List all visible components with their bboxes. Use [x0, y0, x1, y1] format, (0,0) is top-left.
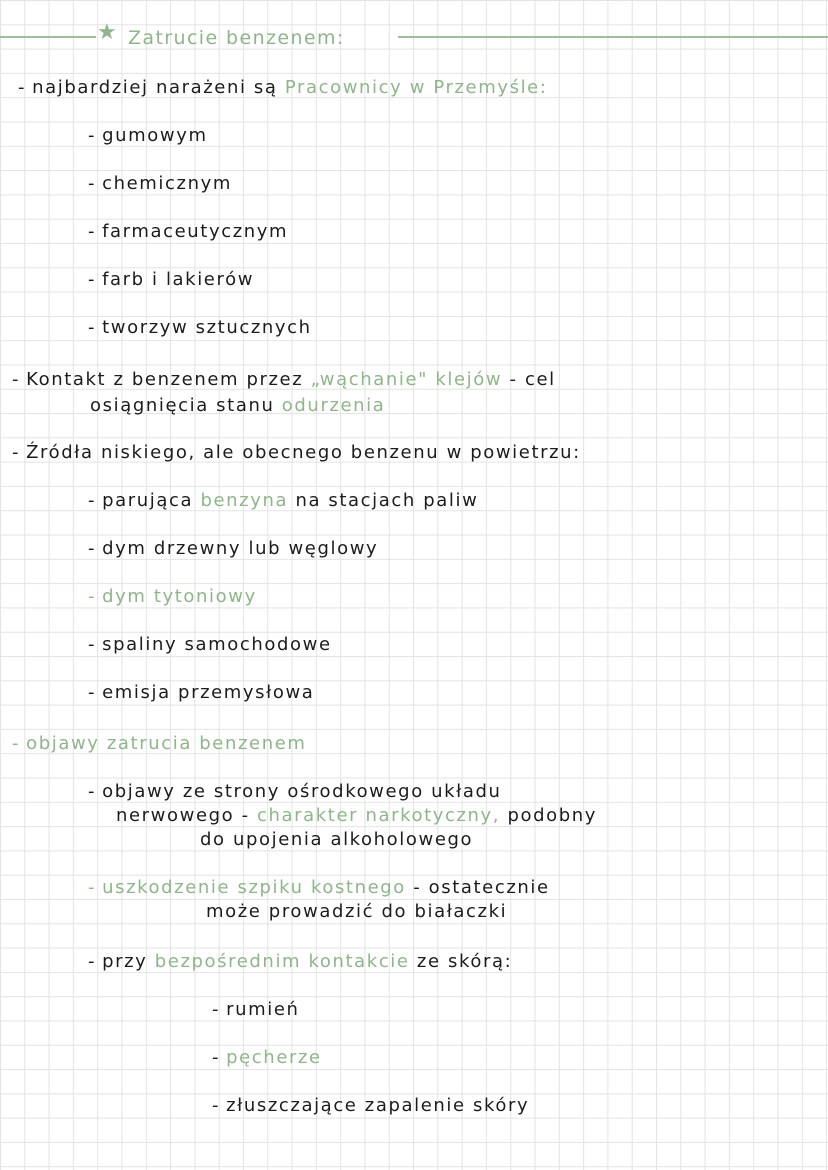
list-item: - dym drzewny lub węglowy — [88, 538, 379, 559]
list-item: - farmaceutycznym — [88, 221, 289, 242]
industry-pharma: farmaceutycznym — [102, 221, 289, 242]
page-title: Zatrucie benzenem: — [128, 27, 345, 49]
symptom-cns-line-2 — [116, 804, 597, 828]
symptom-cns-narcotic: charakter narkotyczny, — [257, 805, 501, 826]
industry-rubber: gumowym — [102, 125, 208, 146]
symptom-marrow-text: uszkodzenie szpiku kostnego — [102, 877, 406, 898]
sniffing-line-1: - Kontakt z benzenem przez „wąchanie" klejów - cel — [12, 369, 556, 390]
list-item: - parująca benzyna na stacjach paliw — [88, 490, 479, 511]
industry-plastics: tworzyw sztucznych — [102, 317, 312, 338]
symptom-cns-line-3 — [200, 828, 473, 852]
sniffing-text: Kontakt z benzenem przez — [26, 369, 304, 390]
symptom-marrow-leukemia: może prowadzić do białaczki — [206, 901, 508, 922]
list-item: - tworzyw sztucznych — [88, 317, 312, 338]
source-exhaust: spaliny samochodowe — [102, 634, 332, 655]
skin-blisters: pęcherze — [226, 1047, 322, 1068]
source-stations: na stacjach paliw — [295, 490, 479, 511]
star-icon: ★ — [97, 20, 117, 45]
symptom-cns-text: objawy ze strony ośrodkowego układu — [102, 781, 502, 802]
skin-erythema: rumień — [226, 999, 300, 1020]
symptom-cns-alcohol: do upojenia alkoholowego — [200, 829, 474, 850]
exposure-intro: - najbardziej narażeni są Pracownicy w Przemyśle: — [18, 77, 548, 98]
sniffing-state: osiągnięcia stanu — [90, 395, 275, 416]
sniffing-goal: - cel — [509, 369, 556, 390]
list-item: - dym tytoniowy — [88, 586, 257, 607]
source-industry: emisja przemysłowa — [102, 682, 315, 703]
symptom-marrow-line-2 — [206, 900, 507, 924]
source-smoke: dym drzewny lub węglowy — [102, 538, 379, 559]
sniffing-intoxication: odurzenia — [281, 395, 386, 416]
list-item: - złuszczające zapalenie skóry — [212, 1095, 530, 1116]
source-evaporating: parująca — [102, 490, 194, 511]
symptoms-heading: - objawy zatrucia benzenem — [12, 733, 307, 754]
skin-dermatitis: złuszczające zapalenie skóry — [226, 1095, 530, 1116]
list-item: - pęcherze — [212, 1047, 322, 1068]
symptoms-heading-text: objawy zatrucia benzenem — [26, 733, 307, 754]
symptom-skin-with: ze skórą: — [416, 951, 513, 972]
list-item: - spaliny samochodowe — [88, 634, 332, 655]
title-rule-right — [398, 36, 828, 38]
symptom-skin-at: przy — [102, 951, 148, 972]
industry-paints: farb i lakierów — [102, 269, 255, 290]
list-item: - gumowym — [88, 125, 208, 146]
industry-chemical: chemicznym — [102, 173, 232, 194]
symptom-marrow-ultimately: - ostatecznie — [413, 877, 550, 898]
sniffing-highlight: „wąchanie" klejów — [310, 369, 503, 390]
list-item: - rumień — [212, 999, 300, 1020]
symptom-cns-nervous: nerwowego - — [116, 805, 250, 826]
title-row — [0, 20, 828, 50]
sniffing-line-2 — [90, 394, 385, 418]
list-item: - chemicznym — [88, 173, 232, 194]
source-tobacco: dym tytoniowy — [102, 586, 257, 607]
title-rule-left — [0, 36, 96, 38]
list-item: - farb i lakierów — [88, 269, 255, 290]
symptom-cns-line-1: - objawy ze strony ośrodkowego układu — [88, 781, 502, 802]
list-item: - emisja przemysłowa — [88, 682, 315, 703]
sources-heading: - Źródła niskiego, ale obecnego benzenu w powietrzu: — [12, 442, 581, 463]
source-petrol: benzyna — [200, 490, 289, 511]
symptom-cns-similar: podobny — [507, 805, 598, 826]
exposure-intro-text: najbardziej narażeni są — [32, 77, 278, 98]
symptom-skin-contact: bezpośrednim kontakcie — [154, 951, 410, 972]
sources-heading-text: Źródła niskiego, ale obecnego benzenu w powietrzu: — [26, 442, 581, 463]
exposure-intro-highlight: Pracownicy w Przemyśle: — [284, 77, 548, 98]
symptom-marrow-line-1: - uszkodzenie szpiku kostnego - ostatecznie — [88, 877, 550, 898]
symptom-skin-intro: - przy bezpośrednim kontakcie ze skórą: — [88, 951, 513, 972]
